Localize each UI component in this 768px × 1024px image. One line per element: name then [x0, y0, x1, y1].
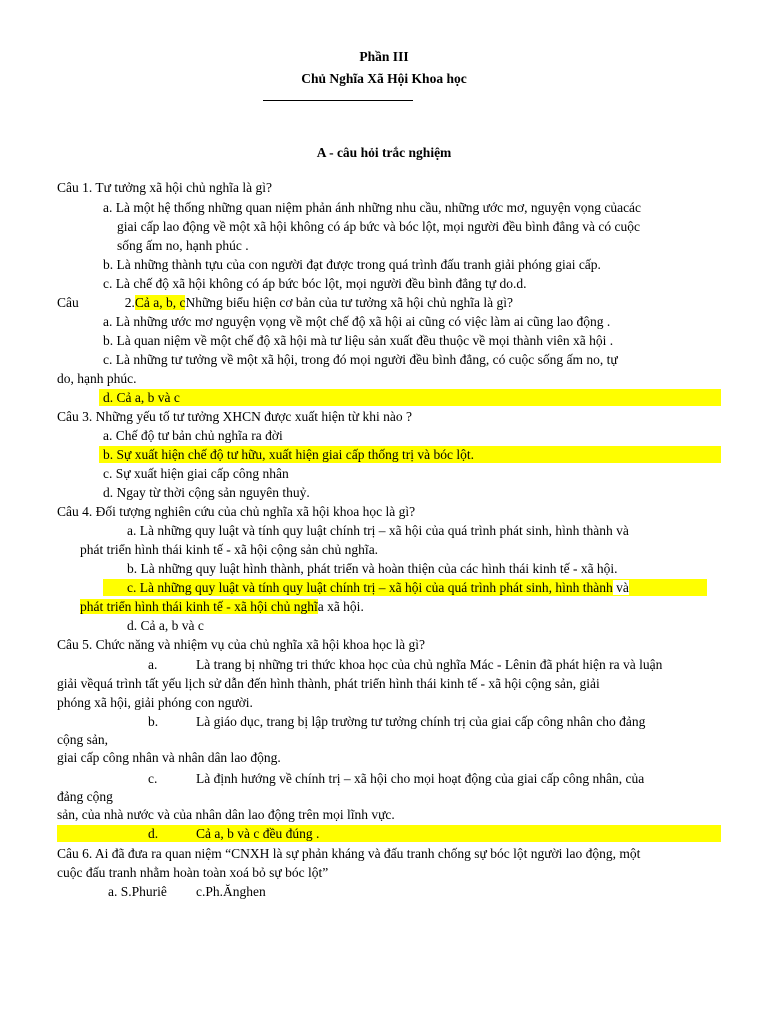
q1-option-b: b. Là những thành tựu của con người đạt được trong quá trình đấu tranh giải phóng giai cấp.: [103, 257, 601, 272]
title-underline: [263, 100, 413, 101]
q2-question-text: Những biểu hiện cơ bản của tư tưởng xã hội chủ nghĩa là gì?: [185, 295, 514, 310]
q4-option-c-line2: [80, 598, 364, 616]
question-2: [57, 294, 513, 312]
section-heading: A - câu hỏi trắc nghiệm: [316, 145, 452, 160]
subject-title: Chủ Nghĩa Xã Hội Khoa học: [301, 71, 467, 86]
q2-number: 2.: [124, 295, 135, 310]
q5-option-a-line3: phóng xã hội, giải phóng con người.: [57, 695, 253, 710]
q2-option-c-line1: c. Là những tư tưởng về một xã hội, trong đó mọi người đều bình đẳng, có cuộc sống ấm no, tự: [103, 352, 618, 367]
q4-option-c-highlight: phát triển hình thái kinh tế - xã hội chủ nghĩ: [80, 599, 318, 614]
q4-option-c-text: c. Là những quy luật và tính quy luật chính trị – xã hội của quá trình phát sinh, hình thành: [127, 580, 613, 595]
q3-option-b: b. Sự xuất hiện chế độ tư hữu, xuất hiện giai cấp thống trị và bóc lột.: [103, 447, 474, 462]
q4-option-c-line2-tail: a xã hội.: [317, 599, 364, 614]
q2-answer-bar: [99, 389, 721, 406]
question-1: Câu 1. Tư tưởng xã hội chủ nghĩa là gì?: [57, 180, 272, 195]
q1-option-a-line2: giai cấp lao động về một xã hội không có áp bức và bóc lột, mọi người đều bình đẳng và có cuộc: [117, 219, 641, 234]
q6-option-c: c.Ph.Ănghen: [196, 884, 266, 899]
q2-answer-highlight: Cả a, b, c: [134, 295, 186, 310]
q6-option-a: a. S.Phuriê: [108, 884, 167, 899]
q5-option-b-line1: Là giáo dục, trang bị lập trường tư tưởng chính trị của giai cấp công nhân cho đảng: [196, 714, 646, 729]
q5-option-b-line2: cộng sản,: [57, 732, 108, 747]
q1-option-a-line3: sống ấm no, hạnh phúc .: [117, 238, 249, 253]
q5-option-c-line2: đảng cộng: [57, 789, 113, 804]
q5-option-c-line3: sản, của nhà nước và của nhân dân lao động trên mọi lĩnh vực.: [57, 807, 395, 822]
question-3: Câu 3. Những yếu tố tư tưởng XHCN được xuất hiện từ khi nào ?: [57, 409, 412, 424]
question-5: Câu 5. Chức năng và nhiệm vụ của chủ nghĩa xã hội khoa học là gì?: [57, 637, 425, 652]
q5-option-c-line1: Là định hướng về chính trị – xã hội cho mọi hoạt động của giai cấp công nhân, của: [196, 771, 645, 786]
q4-option-d: d. Cả a, b và c: [127, 618, 204, 633]
question-4: Câu 4. Đối tượng nghiên cứu của chủ nghĩa xã hội khoa học là gì?: [57, 504, 416, 519]
question-6-line1: Câu 6. Ai đã đưa ra quan niệm “CNXH là sự phản kháng và đấu tranh chống sự bóc lột người lao động, một: [57, 846, 641, 861]
q4-option-a-line1: a. Là những quy luật và tính quy luật chính trị – xã hội của quá trình phát sinh, hình thành và: [127, 523, 629, 538]
q5-option-c-letter: c.: [148, 771, 158, 786]
q3-option-d: d. Ngay từ thời cộng sản nguyên thuỷ.: [103, 485, 310, 500]
q4-option-a-line2: phát triển hình thái kinh tế - xã hội cộng sản chủ nghĩa.: [80, 542, 379, 557]
q5-option-d-letter: d.: [148, 826, 159, 841]
q5-option-a-line1: Là trang bị những tri thức khoa học của chủ nghĩa Mác - Lênin đã phát hiện ra và luận: [196, 657, 663, 672]
q5-option-d: Cả a, b và c đều đúng .: [196, 826, 320, 841]
q5-option-a-line2: giải vềquá trình tất yếu lịch sử dẫn đến hình thành, phát triển hình thái kinh tế - xã hội cộng sản, giải: [57, 676, 600, 691]
question-6-line2: cuộc đấu tranh nhằm hoàn toàn xoá bỏ sự bóc lột”: [57, 865, 329, 880]
q5-option-a-letter: a.: [148, 657, 158, 672]
q3-option-a: a. Chế độ tư bản chủ nghĩa ra đời: [103, 428, 283, 443]
q4-option-b: b. Là những quy luật hình thành, phát triển và hoàn thiện của các hình thái kinh tế - xã hội.: [127, 561, 618, 576]
q2-option-d: d. Cả a, b và c: [103, 390, 180, 405]
q4-option-c-line1: [127, 579, 629, 597]
q5-option-b-line3: giai cấp công nhân và nhân dân lao động.: [57, 750, 281, 765]
part-heading: Phần III: [359, 49, 409, 64]
q4-option-c-tail: và: [612, 580, 629, 595]
q1-option-c: c. Là chế độ xã hội không có áp bức bóc lột, mọi người đều bình đẳng tự do.d.: [103, 276, 527, 291]
q1-option-a-line1: a. Là một hệ thống những quan niệm phản ánh những nhu cầu, những ước mơ, nguyện vọng củacác: [103, 200, 642, 215]
q2-prefix: Câu: [57, 295, 79, 310]
q3-option-c: c. Sự xuất hiện giai cấp công nhân: [103, 466, 289, 481]
q5-option-b-letter: b.: [148, 714, 159, 729]
q2-option-b: b. Là quan niệm về một chế độ xã hội mà tư liệu sản xuất đều thuộc về mọi thành viên xã hội .: [103, 333, 614, 348]
q2-option-c-line2: do, hạnh phúc.: [57, 371, 137, 386]
q2-option-a: a. Là những ước mơ nguyện vọng về một chế độ xã hội ai cũng có việc làm ai cũng lao động .: [103, 314, 611, 329]
